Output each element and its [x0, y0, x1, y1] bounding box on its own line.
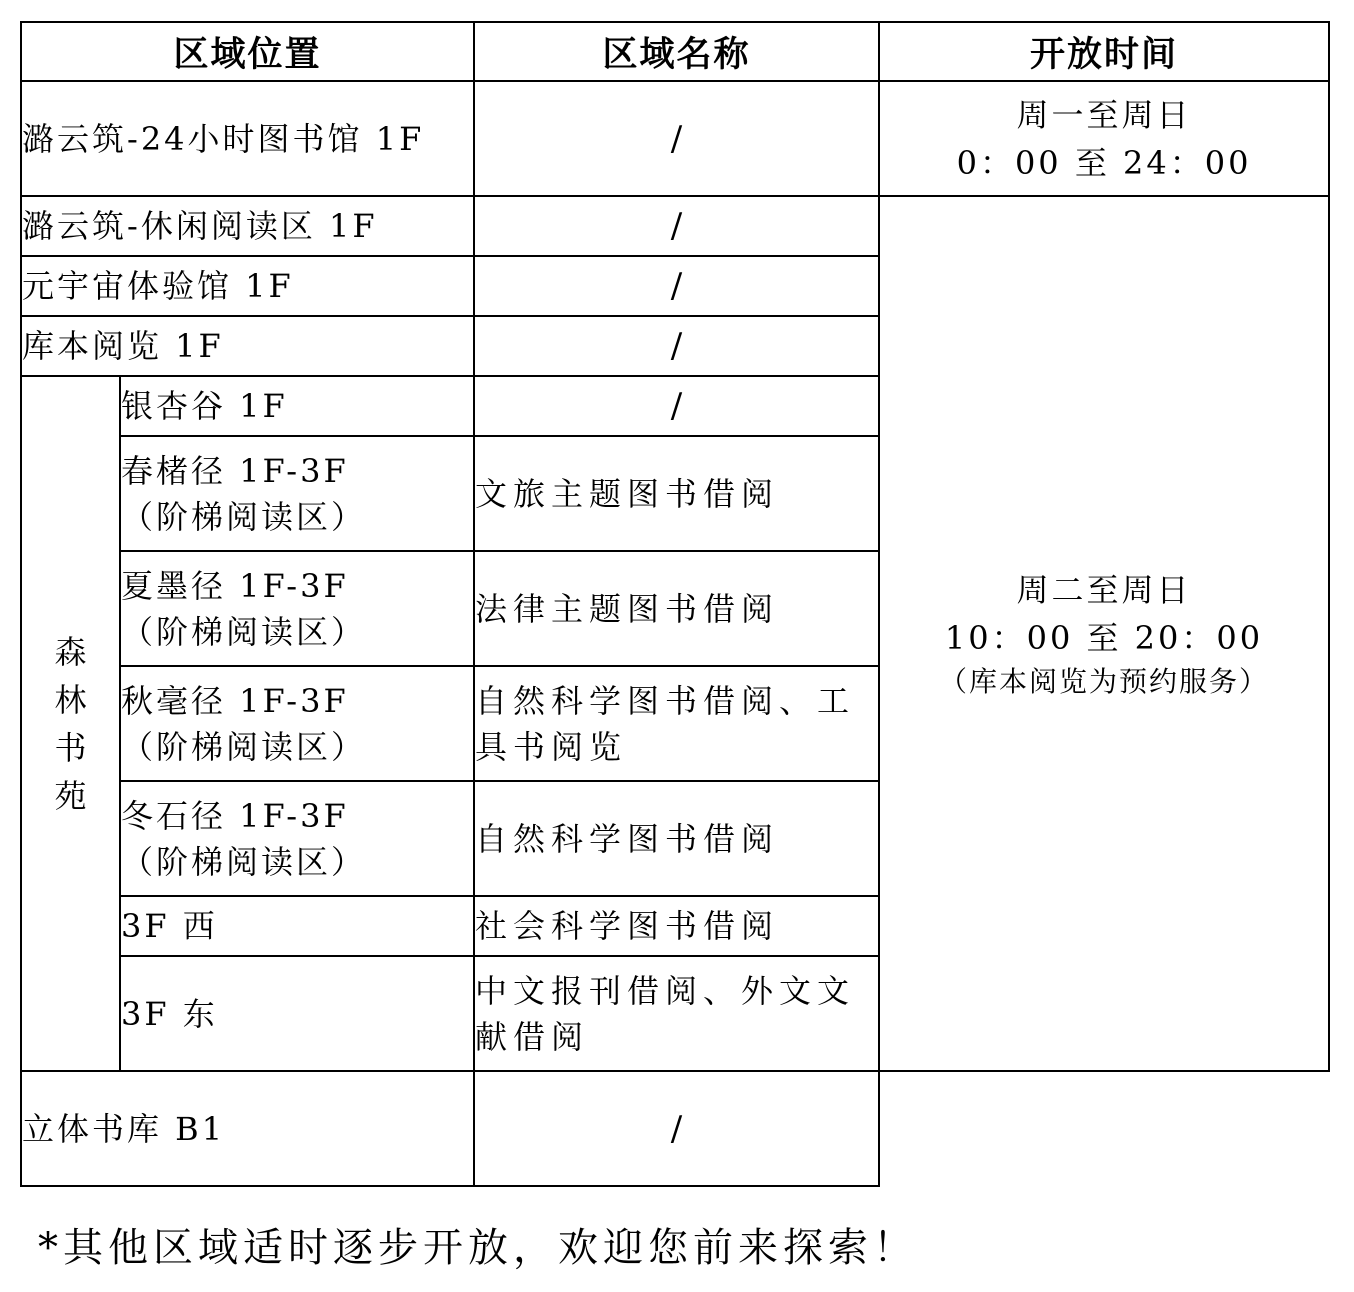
area-name-cell: /: [474, 1071, 879, 1186]
location-cell: 元宇宙体验馆 1F: [21, 256, 474, 316]
area-name-cell: 文旅主题图书借阅: [474, 436, 879, 551]
area-name-cell: 中文报刊借阅、外文文 献借阅: [474, 956, 879, 1071]
location-cell: 秋毫径 1F-3F （阶梯阅读区）: [120, 666, 474, 781]
location-cell: 潞云筑-休闲阅读区 1F: [21, 196, 474, 256]
hours-range: 0：00 至 24：00: [956, 143, 1252, 182]
location-cell: 夏墨径 1F-3F （阶梯阅读区）: [120, 551, 474, 666]
hours-cell-main: [879, 196, 1329, 1071]
location-cell: 3F 东: [120, 956, 474, 1071]
hours-days: 周一至周日: [1016, 95, 1192, 134]
header-hours: 开放时间: [879, 22, 1329, 81]
header-location: 区域位置: [21, 22, 474, 81]
table-header-row: [21, 22, 1329, 81]
footnote: *其他区域适时逐步开放，欢迎您前来探索！: [38, 1225, 918, 1271]
area-name-cell: 法律主题图书借阅: [474, 551, 879, 666]
header-name: 区域名称: [474, 22, 879, 81]
table-row: [21, 1071, 1329, 1186]
area-name-cell: 自然科学图书借阅: [474, 781, 879, 896]
location-cell: 冬石径 1F-3F （阶梯阅读区）: [120, 781, 474, 896]
location-cell: 春楮径 1F-3F （阶梯阅读区）: [120, 436, 474, 551]
opening-hours-table: [20, 21, 1330, 1187]
hours-note: （库本阅览为预约服务）: [939, 664, 1270, 698]
area-name-cell: /: [474, 316, 879, 376]
area-name-cell: /: [474, 376, 879, 436]
location-cell: 银杏谷 1F: [120, 376, 474, 436]
location-cell: 立体书库 B1: [21, 1071, 474, 1186]
hours-range: 10：00 至 20：00: [944, 618, 1264, 657]
table-row: [21, 81, 1329, 196]
area-name-cell: 社会科学图书借阅: [474, 896, 879, 956]
area-name-cell: /: [474, 81, 879, 196]
table-row: [21, 196, 1329, 256]
location-cell: 潞云筑-24小时图书馆 1F: [21, 81, 474, 196]
forest-group-label: 森 林 书 苑: [21, 376, 120, 1071]
hours-days: 周二至周日: [1016, 570, 1192, 609]
area-name-cell: /: [474, 256, 879, 316]
location-cell: 库本阅览 1F: [21, 316, 474, 376]
area-name-cell: 自然科学图书借阅、工 具书阅览: [474, 666, 879, 781]
location-cell: 3F 西: [120, 896, 474, 956]
hours-cell-24h: [879, 81, 1329, 196]
area-name-cell: /: [474, 196, 879, 256]
